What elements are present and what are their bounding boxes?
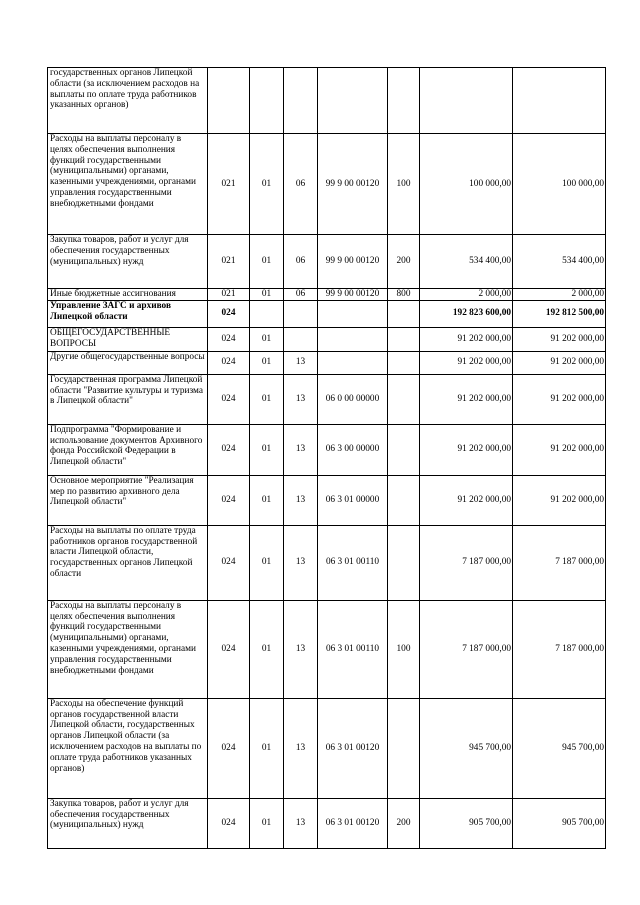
row-gr-code-cell: 024 (208, 424, 250, 475)
row-expense-type-cell: 200 (388, 235, 420, 289)
row-gr-code-cell: 024 (208, 525, 250, 600)
row-name-cell: Закупка товаров, работ и услуг для обеспечения государственных (муниципальных) нужд (48, 235, 208, 289)
row-amount-1-cell: 945 700,00 (420, 698, 513, 798)
row-amount-1-cell: 91 202 000,00 (420, 424, 513, 475)
row-amount-1-cell: 91 202 000,00 (420, 374, 513, 424)
row-amount-1-cell: 2 000,00 (420, 289, 513, 301)
table-row (48, 351, 606, 374)
row-section-cell: 01 (250, 798, 284, 848)
table-row (48, 134, 606, 235)
row-expense-type-cell: 100 (388, 600, 420, 698)
row-amount-2-cell: 91 202 000,00 (513, 424, 606, 475)
row-section-cell: 01 (250, 698, 284, 798)
row-name-cell: Расходы на выплаты персоналу в целях обеспечения выполнения функций государственными (муниципальными) органами, казенными учреждениями, органами управления государственными внебюджетными фондами (48, 134, 208, 235)
row-amount-2-cell: 945 700,00 (513, 698, 606, 798)
row-section-cell: 01 (250, 600, 284, 698)
row-subsection-cell: 06 (284, 134, 318, 235)
row-name-cell: Иные бюджетные ассигнования (48, 289, 208, 301)
row-subsection-cell (284, 300, 318, 327)
row-target-article-cell (318, 351, 388, 374)
row-expense-type-cell (388, 475, 420, 525)
row-subsection-cell: 13 (284, 798, 318, 848)
row-gr-code-cell: 021 (208, 235, 250, 289)
row-amount-2-cell: 905 700,00 (513, 798, 606, 848)
row-section-cell: 01 (250, 374, 284, 424)
row-name-cell: Расходы на выплаты по оплате труда работников органов государственной власти Липецкой области, государственных органов Липецкой области (48, 525, 208, 600)
row-name-cell: Государственная программа Липецкой области "Развитие культуры и туризма в Липецкой области" (48, 374, 208, 424)
row-target-article-cell: 99 9 00 00120 (318, 289, 388, 301)
row-name-cell: ОБЩЕГОСУДАРСТВЕННЫЕ ВОПРОСЫ (48, 327, 208, 351)
row-amount-2-cell: 91 202 000,00 (513, 475, 606, 525)
row-expense-type-cell (388, 300, 420, 327)
row-subsection-cell: 13 (284, 475, 318, 525)
row-subsection-cell (284, 327, 318, 351)
row-name-cell: Другие общегосударственные вопросы (48, 351, 208, 374)
row-amount-1-cell: 100 000,00 (420, 134, 513, 235)
row-expense-type-cell: 200 (388, 798, 420, 848)
row-section-cell: 01 (250, 289, 284, 301)
row-amount-2-cell: 100 000,00 (513, 134, 606, 235)
row-subsection-cell: 13 (284, 698, 318, 798)
row-gr-code-cell: 021 (208, 134, 250, 235)
row-expense-type-cell (388, 327, 420, 351)
row-target-article-cell: 06 3 01 00110 (318, 525, 388, 600)
row-name-cell: Управление ЗАГС и архивов Липецкой области (48, 300, 208, 327)
table-row (48, 68, 606, 134)
row-section-cell: 01 (250, 424, 284, 475)
row-target-article-cell: 06 3 01 00000 (318, 475, 388, 525)
row-gr-code-cell: 021 (208, 289, 250, 301)
table-row (48, 424, 606, 475)
row-amount-2-cell: 91 202 000,00 (513, 327, 606, 351)
row-amount-1-cell (420, 68, 513, 134)
table-row (48, 289, 606, 301)
row-amount-2-cell: 192 812 500,00 (513, 300, 606, 327)
budget-table (47, 67, 606, 849)
row-section-cell: 01 (250, 134, 284, 235)
row-expense-type-cell (388, 698, 420, 798)
row-gr-code-cell: 024 (208, 300, 250, 327)
row-name-cell: Основное мероприятие "Реализация мер по развитию архивного дела Липецкой области" (48, 475, 208, 525)
row-amount-2-cell: 534 400,00 (513, 235, 606, 289)
row-subsection-cell: 06 (284, 289, 318, 301)
table-row (48, 600, 606, 698)
row-section-cell (250, 300, 284, 327)
row-name-cell: Подпрограмма "Формирование и использование документов Архивного фонда Российской Федерации в Липецкой области" (48, 424, 208, 475)
row-amount-2-cell: 2 000,00 (513, 289, 606, 301)
row-gr-code-cell: 024 (208, 600, 250, 698)
row-amount-1-cell: 91 202 000,00 (420, 351, 513, 374)
row-target-article-cell: 06 3 01 00120 (318, 798, 388, 848)
row-subsection-cell: 13 (284, 424, 318, 475)
row-expense-type-cell (388, 351, 420, 374)
row-expense-type-cell: 100 (388, 134, 420, 235)
row-gr-code-cell (208, 68, 250, 134)
row-amount-2-cell: 91 202 000,00 (513, 351, 606, 374)
row-section-cell: 01 (250, 525, 284, 600)
row-amount-1-cell: 534 400,00 (420, 235, 513, 289)
row-amount-2-cell (513, 68, 606, 134)
row-subsection-cell: 13 (284, 525, 318, 600)
row-amount-1-cell: 7 187 000,00 (420, 600, 513, 698)
row-section-cell: 01 (250, 327, 284, 351)
row-gr-code-cell: 024 (208, 327, 250, 351)
row-target-article-cell (318, 327, 388, 351)
row-expense-type-cell (388, 68, 420, 134)
table-row (48, 698, 606, 798)
row-section-cell (250, 68, 284, 134)
row-name-cell: Закупка товаров, работ и услуг для обеспечения государственных (муниципальных) нужд (48, 798, 208, 848)
row-section-cell: 01 (250, 475, 284, 525)
row-section-cell: 01 (250, 235, 284, 289)
table-row (48, 475, 606, 525)
row-gr-code-cell: 024 (208, 475, 250, 525)
row-name-cell: Расходы на выплаты персоналу в целях обеспечения выполнения функций государственными (муниципальными) органами, казенными учреждениями, органами управления государственными внебюджетными фондами (48, 600, 208, 698)
row-amount-2-cell: 7 187 000,00 (513, 525, 606, 600)
row-subsection-cell: 13 (284, 351, 318, 374)
table-row (48, 235, 606, 289)
row-name-cell: Расходы на обеспечение функций органов государственной власти Липецкой области, государственных органов Липецкой области (за исключением расходов на выплаты по оплате труда работников указанных органов) (48, 698, 208, 798)
row-amount-1-cell: 192 823 600,00 (420, 300, 513, 327)
row-amount-1-cell: 7 187 000,00 (420, 525, 513, 600)
row-target-article-cell: 06 3 01 00110 (318, 600, 388, 698)
row-expense-type-cell (388, 525, 420, 600)
row-name-cell: государственных органов Липецкой области (за исключением расходов на выплаты по оплате труда работников указанных органов) (48, 68, 208, 134)
row-section-cell: 01 (250, 351, 284, 374)
row-target-article-cell: 99 9 00 00120 (318, 134, 388, 235)
row-expense-type-cell: 800 (388, 289, 420, 301)
row-subsection-cell: 06 (284, 235, 318, 289)
table-row (48, 300, 606, 327)
row-target-article-cell: 06 3 00 00000 (318, 424, 388, 475)
row-gr-code-cell: 024 (208, 351, 250, 374)
row-amount-1-cell: 91 202 000,00 (420, 475, 513, 525)
row-gr-code-cell: 024 (208, 798, 250, 848)
table-row (48, 374, 606, 424)
row-amount-2-cell: 91 202 000,00 (513, 374, 606, 424)
row-amount-1-cell: 91 202 000,00 (420, 327, 513, 351)
row-target-article-cell: 06 3 01 00120 (318, 698, 388, 798)
row-target-article-cell: 99 9 00 00120 (318, 235, 388, 289)
row-expense-type-cell (388, 424, 420, 475)
row-target-article-cell (318, 68, 388, 134)
table-row (48, 798, 606, 848)
row-expense-type-cell (388, 374, 420, 424)
row-gr-code-cell: 024 (208, 698, 250, 798)
row-amount-1-cell: 905 700,00 (420, 798, 513, 848)
row-target-article-cell: 06 0 00 00000 (318, 374, 388, 424)
table-row (48, 327, 606, 351)
row-subsection-cell (284, 68, 318, 134)
row-amount-2-cell: 7 187 000,00 (513, 600, 606, 698)
row-subsection-cell: 13 (284, 374, 318, 424)
row-target-article-cell (318, 300, 388, 327)
row-subsection-cell: 13 (284, 600, 318, 698)
table-row (48, 525, 606, 600)
row-gr-code-cell: 024 (208, 374, 250, 424)
